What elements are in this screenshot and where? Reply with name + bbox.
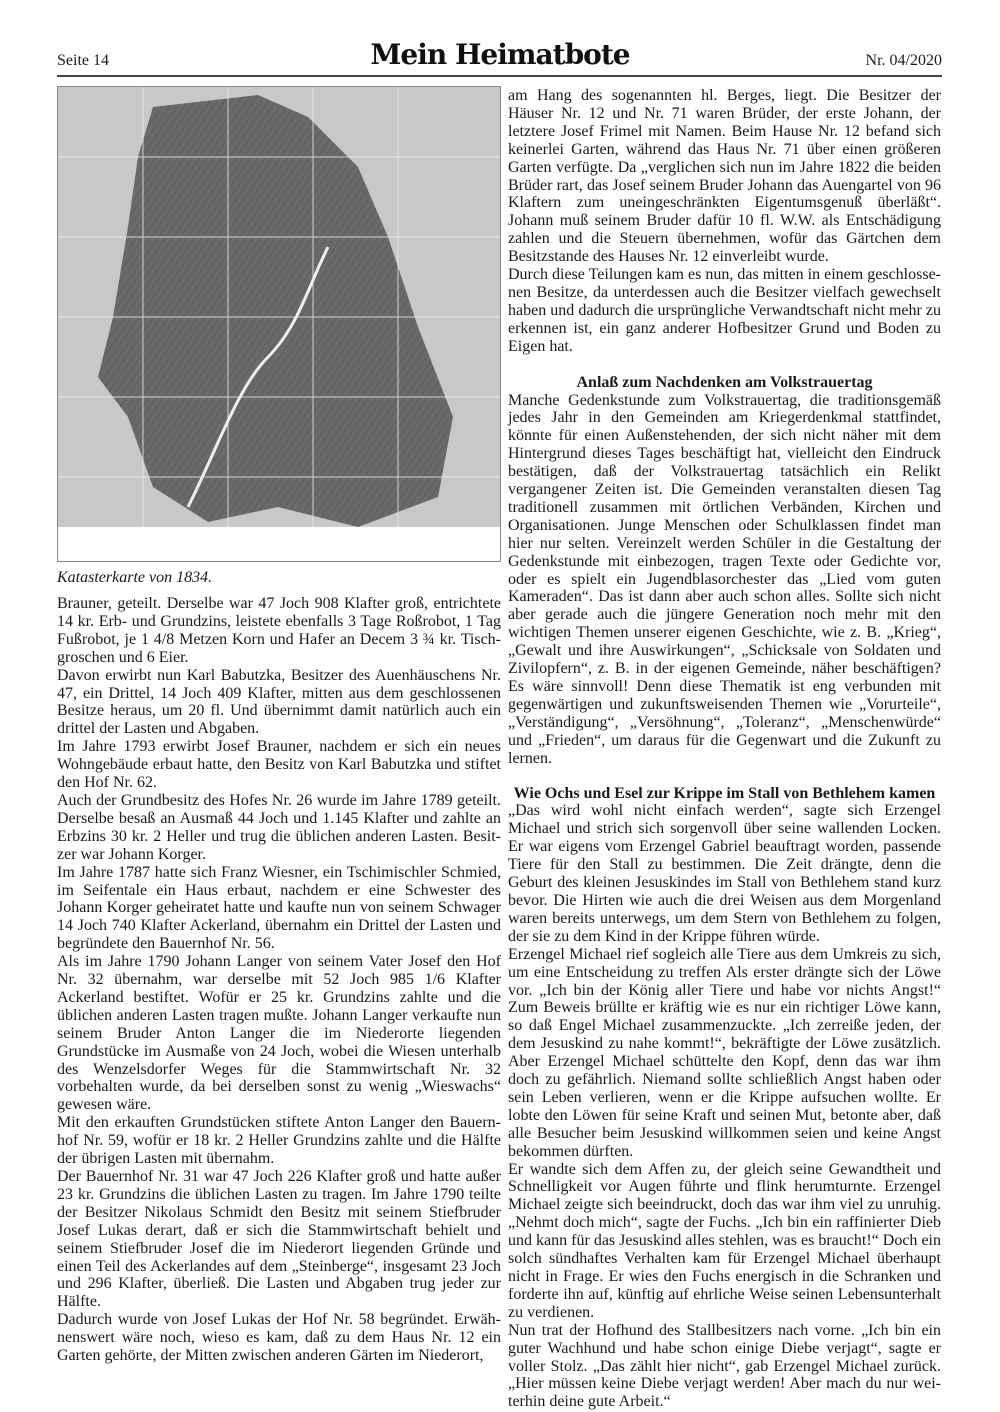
paragraph: Auch der Grundbesitz des Hofes Nr. 26 wurde im Jahre 1789 geteilt. Derselbe besaß an Ausmaß 44 Joch und 1.145 Klafter und zahlte an Erbzins 30 kr. 2 Heller und trug die üblichen anderen Lasten. Besitzer war Johann Korger. <box>57 791 501 863</box>
paragraph: Erzengel Michael rief sogleich alle Tiere aus dem Umkreis zu sich, um eine Entscheidung zu treffen Als erster drängte sich der Löwe vor. „Ich bin der König aller Tiere und habe vor nichts Angst!“ Zum Beweis brüllte er kräftig wie es nur ein richtiger Löwe kann, so daß Engel Michael zusammenzuckte. „Ich zerreiße jeden, der dem Jesuskind zu nahe kommt!“, bekräftigte der Löwe zusätzlich. Aber Erzengel Michael schüttelte den Kopf, denn das war ihm doch zu gefährlich. Niemand sollte schließlich Angst haben oder sein Leben verlieren, wenn er die Krippe aufsuchen wollte. Er lobte den Löwen für seine Kraft und seinen Mut, betonte aber, daß alle Besucher beim Jesuskind willkommen seien und keine Angst bekommen dürften. <box>508 945 941 1160</box>
paragraph: Manche Gedenkstunde zum Volkstrauertag, die traditionsgemäß jedes Jahr in den Gemeinden am Kriegerdenkmal stattfindet, könnte für einen Außenstehenden, der sich nicht näher mit dem Hintergrund dieses Tages beschäftigt hat, vielleicht den Eindruck bestätigen, daß der Volkstrauertag tatsächlich ein Relikt vergangener Zeiten ist. Die Gemeinden veranstalten diesen Tag traditionell zusammen mit örtlichen Verbänden, Kirchen und Organisationen. Junge Menschen oder Schulklassen findet man hier nur selten. Vereinzelt werden Schüler in die Gestaltung der Gedenkstunde mit einbezogen, tragen Texte oder Gedichte vor, oder es spielt ein Jugendblasorchester das „Lied vom guten Kameraden“. Das ist dann aber auch schon alles. Sollte sich nicht aber gerade auch die jüngere Generation noch mehr mit den wichtigen Themen unserer eigenen Geschichte, wie z. B. „Krieg“, „Gewalt und ihre Auswirkungen“, „Schicksale von Soldaten und Zivilopfern“, z. B. in der eigenen Gemeinde, näher beschäftigen? Es wäre sinnvoll! Denn diese Thematik ist eng verbunden mit gegenwärtigen und zukunftsweisenden Themen wie „Vorurteile“, „Verständigung“, „Versöhnung“, „Toleranz“, „Menschenwürde“ und „Frieden“, um daraus für die Gegenwart und die Zukunft zu lernen. <box>508 391 941 767</box>
figure-caption: Katasterkarte von 1834. <box>57 569 213 586</box>
paragraph: „Das wird wohl nicht einfach werden“, sagte sich Erzengel Michael und strich sich sorgenvoll über seine wallenden Locken. Er war eigens vom Erzengel Gabriel beauftragt worden, passende Tiere für den Stall zu bestimmen. Die Zeit drängte, denn die Geburt des kleinen Jesuskindes im Stall von Bethlehem stand kurz bevor. Die Hirten wie auch die drei Weisen aus dem Morgenland waren bereits unterwegs, um dem Stern von Bethlehem zu folgen, der sie zu dem Kind in der Krippe führen würde. <box>508 802 941 945</box>
paragraph: Im Jahre 1787 hatte sich Franz Wiesner, ein Tschimischler Schmied, im Seifentale ein Haus erbaut, nachdem er eine Schwester des Johann Korger geheiratet hatte und kaufte nun von seinem Schwager 14 Joch 740 Klafter Ackerland, übernahm ein Drittel der Lasten und begründete den Bauernhof Nr. 56. <box>57 863 501 953</box>
paragraph: Durch diese Teilungen kam es nun, das mitten in einem geschlossenen Besitze, da unterdessen auch die Besitzer vielfach gewechselt haben und dadurch die ursprüngliche Verwandtschaft nicht mehr zu erkennen ist, ein ganz anderer Hofbesitzer Grund und Boden zu Eigen hat. <box>508 266 941 355</box>
paragraph: am Hang des sogenannten hl. Berges, liegt. Die Besitzer der Häuser Nr. 12 und Nr. 71 waren Brüder, der erste Johann, der letztere Josef Frimel mit Namen. Beim Hause Nr. 12 befand sich keinerlei Garten, während das Haus Nr. 71 über einen größeren Garten verfügte. Da „verglichen sich nun im Jahre 1822 die beiden Brüder rart, das Josef seinem Bruder Johann das Auengartel von 96 Klaftern zum uneingeschränkten Eigentumsgenuß überläßt“. Johann muß seinem Bruder dafür 10 fl. W.W. als Entschädigung zahlen und die Steuern übernehmen, wofür das Gärtchen dem Besitzstande des Hauses Nr. 12 einverleibt wurde. <box>508 87 941 266</box>
paragraph: Der Bauernhof Nr. 31 war 47 Joch 226 Klafter groß und hatte außer 23 kr. Grundzins die üblichen Lasten zu tragen. Im Jahre 1790 teilte der Besitzer Nikolaus Schmidt den Besitz mit seinem Stiefbruder Josef Lukas derart, daß er sich die Stammwirtschaft behielt und seinem Stiefbruder Josef die im Niederort liegenden Gründe und einen Teil des Ackerlandes auf dem „Steinberge“, insgesamt 23 Joch und 296 Klafter, überließ. Die Lasten und Abgaben trug jeder zur Hälfte. <box>57 1168 501 1311</box>
paragraph: Davon erwirbt nun Karl Babutzka, Besitzer des Auenhäuschens Nr. 47, ein Drittel, 14 Joch 409 Klafter, mitten aus dem geschlossenen Besitze heraus, um 20 fl. Und übernimmt damit natürlich auch ein drittel der Lasten und Abgaben. <box>57 666 501 738</box>
page-number: Seite 14 <box>57 52 109 69</box>
paragraph: Brauner, geteilt. Derselbe war 47 Joch 908 Klafter groß, entrichtete 14 kr. Erb- und Grundzins, leistete ebenfalls 3 Tage Roßrobot, 1 Tag Fußrobot, je 1 4/8 Metzen Korn und Hafer an Decem 3 ¾ kr. Tischgroschen und 6 Eier. <box>57 595 501 666</box>
svg-text:Mein Heimatbote: Mein Heimatbote <box>370 38 630 71</box>
header-rule <box>57 75 942 77</box>
paragraph: Als im Jahre 1790 Johann Langer von seinem Vater Josef den Hof Nr. 32 übernahm, war derselbe mit 52 Joch 985 1/6 Klafter Ackerland bestiftet. Wofür er 25 kr. Grundzins zahlte und die üblichen anderen Lasten tragen mußte. Johann Langer verkaufte nun seinem Bruder Anton Langer die im Niederorte liegenden Grundstücke im Ausmaße von 24 Joch, wobei die Wiesen unterhalb des Wenzelsdorfer Weges für die Stammwirtschaft Nr. 32 vorbehalten wurde, da bei derselben sonst zu wenig „Wieswachs“ gewesen wäre. <box>57 953 501 1114</box>
paragraph: Er wandte sich dem Affen zu, der gleich seine Gewandtheit und Schnelligkeit vor Augen führte und flink herumturnte. Erzengel Michael zeigte sich beeindruckt, doch das war ihm viel zu unruhig. „Nehmt doch mich“, sagte der Fuchs. „Ich bin ein raffinierter Dieb und kann für das Jesuskind alles stehlen, was es braucht!“ Doch ein solch sündhaftes Verhalten kam für Erzengel Michael überhaupt nicht in Frage. Er wies den Fuchs energisch in die Schranken und forderte ihn auf, künftig auf ehrliche Weise seinen Lebensunterhalt zu verdienen. <box>508 1160 941 1321</box>
article-heading-volkstrauertag: Anlaß zum Nachdenken am Volkstrauertag <box>576 373 873 391</box>
article-heading-ochs-und-esel: Wie Ochs und Esel zur Krippe im Stall von Bethlehem kamen <box>513 784 936 802</box>
paragraph: Nun trat der Hofhund des Stallbesitzers nach vorne. „Ich bin ein guter Wachhund und habe schon einige Diebe verjagt“, sagte er voller Stolz. „Das zählt hier nicht“, gab Erzengel Michael zurück. „Hier müssen keine Diebe verjagt werden! Aber mach du nur weiterhin deine gute Arbeit.“ <box>508 1321 941 1411</box>
issue-number: Nr. 04/2020 <box>865 52 942 69</box>
left-column <box>57 595 501 1365</box>
paragraph: Mit den erkauften Grundstücken stiftete Anton Langer den Bauernhof Nr. 59, wofür er 18 kr. 2 Heller Grundzins zahlte und die Hälfte der übrigen Lasten mit übernahm. <box>57 1114 501 1168</box>
masthead-logo <box>370 28 630 78</box>
paragraph: Dadurch wurde von Josef Lukas der Hof Nr. 58 begründet. Erwähnenswert wäre noch, wieso es kam, daß zu dem Haus Nr. 12 ein Garten gehörte, der Mitten zwischen anderen Gärten im Niederort, <box>57 1311 501 1365</box>
right-column <box>508 87 941 1411</box>
cadastral-map-image <box>57 86 501 562</box>
paragraph: Im Jahre 1793 erwirbt Josef Brauner, nachdem er sich ein neues Wohngebäude erbaut hatte, den Besitz von Karl Babutzka und stiftet den Hof Nr. 62. <box>57 738 501 792</box>
